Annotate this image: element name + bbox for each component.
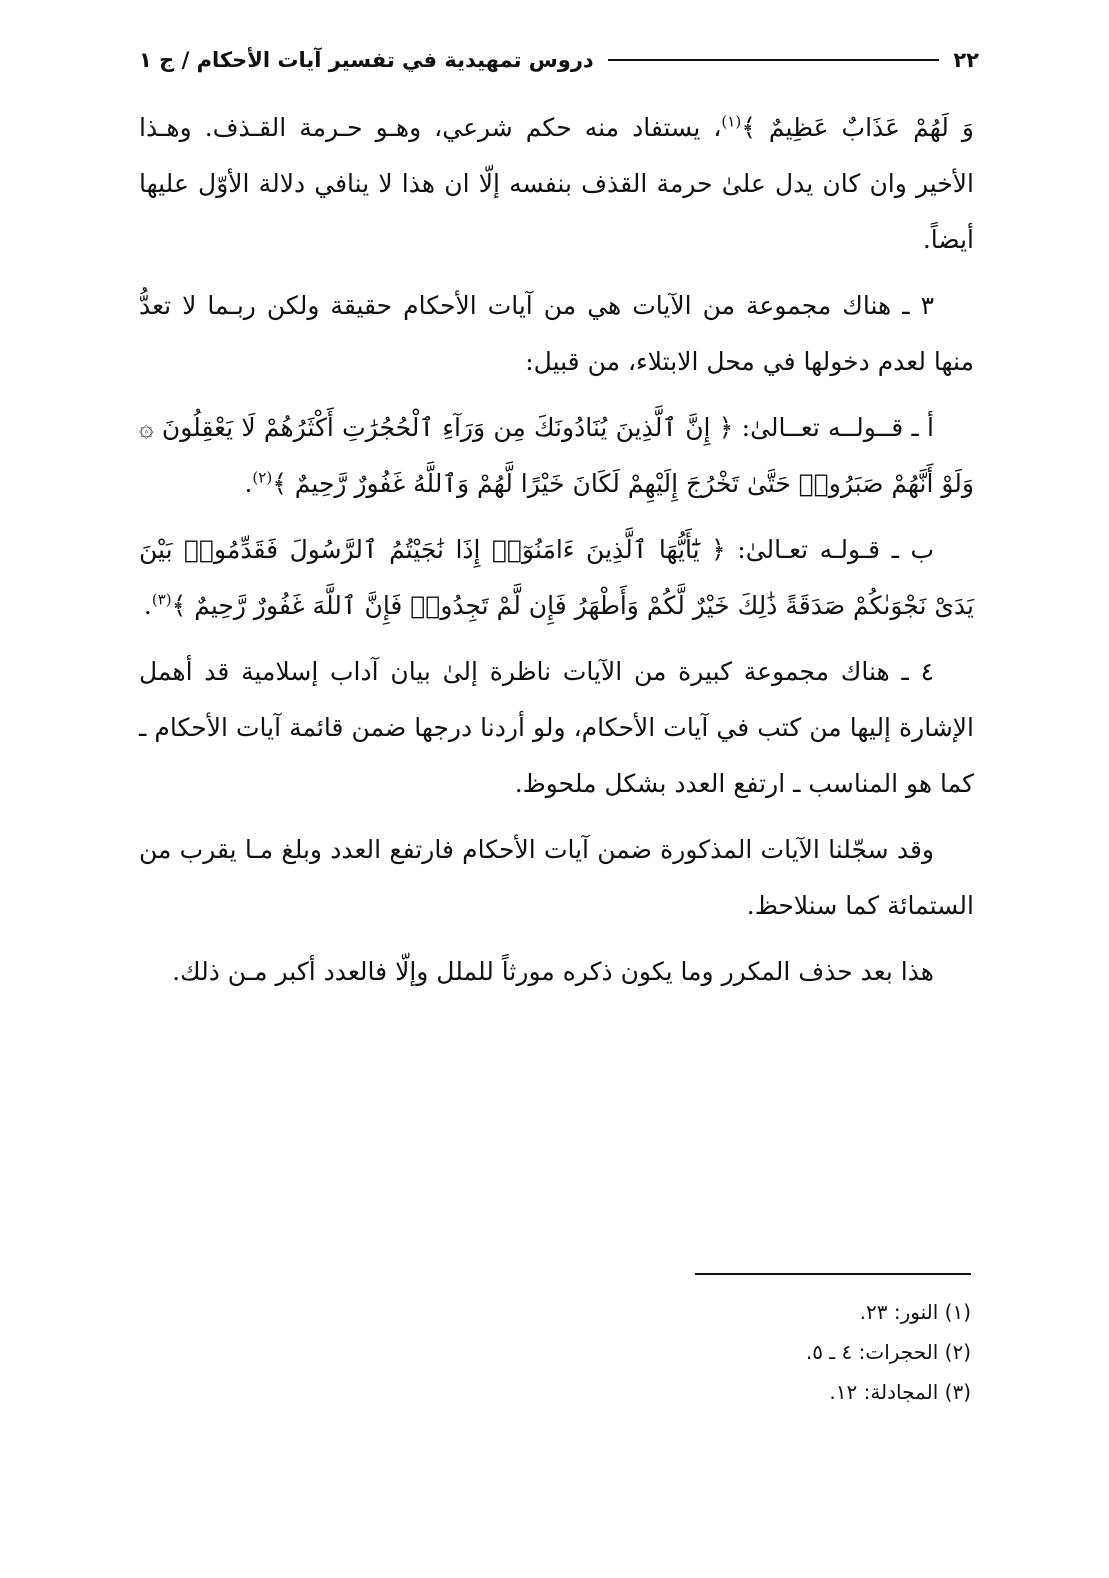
- paragraph-text: ، يستفاد منه حكم شرعي، وهـو حـرمة القـذف. وهـذا الأخير وان كان يدل علىٰ حرمة القذف بنفسه إلّا ان هذا لا ينافي دلالة الأوّل عليها أيضاً.: [139, 113, 974, 254]
- page-header: [139, 40, 979, 80]
- quran-verse: ﴿ إِنَّ ٱلَّذِينَ يُنَادُونَكَ مِن وَرَآءِ ٱلْحُجُرَٰتِ أَكْثَرُهُمْ لَا يَعْقِلُونَ ۞ وَلَوْ أَنَّهُمْ صَبَرُوا۟ حَتَّىٰ تَخْرُجَ إِلَيْهِمْ لَكَانَ خَيْرًا لَّهُمْ وَٱللَّهُ غَفُورٌ رَّحِيمٌ ﴾: [139, 413, 974, 498]
- paragraph-4: [139, 522, 974, 634]
- paragraph-5: ٤ ـ هناك مجموعة كبيرة من الآيات ناظرة إلىٰ بيان آداب إسلامية قد أهمل الإشارة إليها من كتب في آيات الأحكام، ولو أردنا درجها ضمن قائمة آيات الأحكام ـ كما هو المناسب ـ ارتفع العدد بشكل ملحوظ.: [139, 657, 974, 798]
- footnote-ref: (٢): [252, 468, 273, 487]
- footnote-ref: (٣): [151, 590, 172, 609]
- sentence-end: .: [244, 469, 253, 498]
- quran-verse: ﴿ يَٰٓأَيُّهَا ٱلَّذِينَ ءَامَنُوٓا۟ إِذَا نَٰجَيْتُمُ ٱلرَّسُولَ فَقَدِّمُوا۟ بَيْنَ يَدَىْ نَجْوَىٰكُمْ صَدَقَةً ذَٰلِكَ خَيْرٌ لَّكُمْ وَأَطْهَرُ فَإِن لَّمْ تَجِدُوا۟ فَإِنَّ ٱللَّهَ غَفُورٌ رَّحِيمٌ ﴾: [139, 535, 974, 620]
- sentence-end: .: [143, 591, 152, 620]
- footnote-item: (٢) الحجرات: ٤ ـ ٥.: [805, 1340, 971, 1364]
- paragraph-1: [139, 100, 974, 268]
- footnote-ref: (١): [721, 112, 742, 131]
- item-lead: أ ـ قــولــه تعــالىٰ:: [733, 413, 935, 442]
- running-title: دروس تمهيدية في تفسير آيات الأحكام / ج ١: [139, 48, 594, 72]
- item-lead: ب ـ قـولـه تعـالىٰ:: [725, 535, 934, 564]
- paragraph-7: هذا بعد حذف المكرر وما يكون ذكره مورثاً للملل وإلّا فالعدد أكبر مـن ذلك.: [172, 957, 934, 986]
- footnote-item: (٣) المجادلة: ١٢.: [829, 1380, 971, 1404]
- paragraph-6: وقد سجّلنا الآيات المذكورة ضمن آيات الأحكام فارتفع العدد وبلغ مـا يقرب من الستمائة كما سنلاحظ.: [139, 835, 974, 920]
- main-text: [139, 100, 974, 1010]
- page-number: ٢٢: [953, 48, 979, 72]
- quran-verse: وَ لَهُمْ عَذَابٌ عَظِيمٌ ﴾: [741, 113, 974, 142]
- paragraph-2: ٣ ـ هناك مجموعة من الآيات هي من آيات الأحكام حقيقة ولكن ربـما لا تعدُّ منها لعدم دخولها في محل الابتلاء، من قبيل:: [139, 291, 974, 376]
- header-rule: [608, 59, 940, 61]
- footnotes: [371, 1292, 971, 1412]
- paragraph-3: [139, 400, 974, 512]
- footnote-item: (١) النور: ٢٣.: [859, 1300, 971, 1324]
- footnote-divider: [695, 1273, 971, 1275]
